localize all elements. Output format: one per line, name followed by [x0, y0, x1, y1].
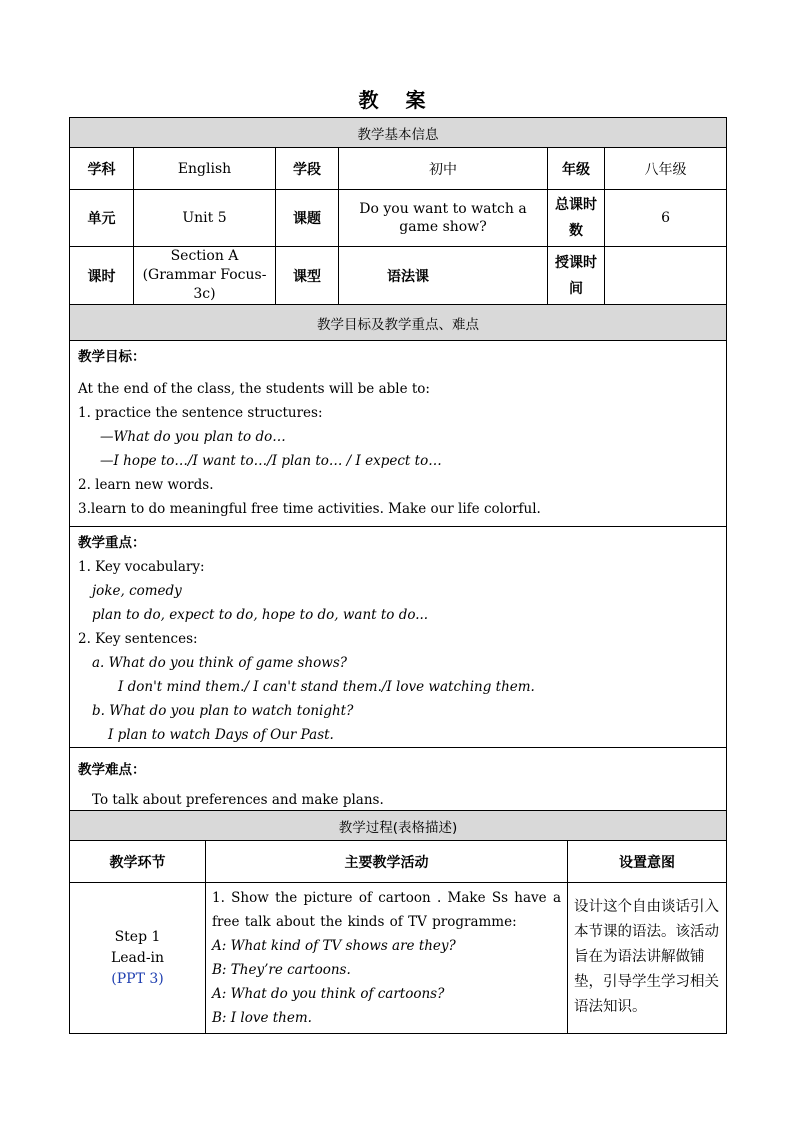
- col-step: 教学环节: [70, 841, 206, 883]
- value-total-periods: 6: [605, 190, 727, 247]
- info-row-period: [70, 247, 727, 305]
- step-cell: [70, 883, 206, 1034]
- activity-intro: 1. Show the picture of cartoon . Make Ss have a free talk about the kinds of TV programme:: [212, 890, 561, 930]
- value-unit: Unit 5: [134, 190, 276, 247]
- value-stage: 初中: [339, 148, 548, 190]
- teaching-process-table: [69, 810, 727, 1034]
- value-period: [134, 247, 276, 305]
- label-teaching-time: 授课时间: [548, 247, 605, 305]
- label-topic: 课题: [276, 190, 339, 247]
- goals-title: 教学目标：: [78, 349, 146, 365]
- period-focus: (Grammar Focus-3c): [142, 267, 267, 302]
- basic-info-header: 教学基本信息: [70, 118, 727, 148]
- step-ppt: (PPT 3): [111, 970, 164, 987]
- col-purpose: 设置意图: [568, 841, 727, 883]
- key-line: I don't mind them./ I can't stand them./I love watching them.: [118, 679, 535, 695]
- step-number: Step 1: [114, 928, 161, 945]
- dialogue-line: A: What kind of TV shows are they?: [212, 938, 456, 954]
- objectives-header: 教学目标及教学重点、难点: [70, 305, 727, 341]
- key-points-section: [70, 527, 727, 748]
- value-grade: 八年级: [605, 148, 727, 190]
- info-row-subject: [70, 148, 727, 190]
- lesson-info-table: [69, 117, 727, 815]
- key-line: a. What do you think of game shows?: [92, 655, 348, 671]
- process-header: 教学过程(表格描述): [70, 811, 727, 841]
- key-line: b. What do you plan to watch tonight?: [92, 703, 354, 719]
- label-unit: 单元: [70, 190, 134, 247]
- goal-line: —What do you plan to do…: [100, 429, 286, 445]
- col-activity: 主要教学活动: [206, 841, 568, 883]
- table-row: [70, 883, 727, 1034]
- key-line: 2. Key sentences:: [78, 631, 198, 647]
- goal-line: 3.learn to do meaningful free time activities. Make our life colorful.: [78, 501, 541, 517]
- step-name: Lead-in: [110, 949, 165, 966]
- page-title: 教 案: [358, 88, 436, 112]
- difficult-line: To talk about preferences and make plans.: [92, 792, 384, 808]
- value-teaching-time: [605, 247, 727, 305]
- value-lesson-type: 语法课: [339, 247, 548, 305]
- label-period: 课时: [70, 247, 134, 305]
- label-stage: 学段: [276, 148, 339, 190]
- value-subject: English: [134, 148, 276, 190]
- dialogue-line: B: I love them.: [212, 1010, 312, 1026]
- dialogue-line: A: What do you think of cartoons?: [212, 986, 445, 1002]
- period-section: Section A: [170, 248, 239, 264]
- key-line: I plan to watch Days of Our Past.: [108, 727, 334, 743]
- label-subject: 学科: [70, 148, 134, 190]
- teaching-goals-section: [70, 341, 727, 527]
- label-lesson-type: 课型: [276, 247, 339, 305]
- key-line: plan to do, expect to do, hope to do, want to do...: [92, 607, 429, 623]
- difficult-points-section: [70, 748, 727, 815]
- dialogue-line: B: They’re cartoons.: [212, 962, 351, 978]
- key-line: joke, comedy: [92, 583, 182, 599]
- label-grade: 年级: [548, 148, 605, 190]
- key-title: 教学重点：: [78, 535, 146, 551]
- goal-line: 2. learn new words.: [78, 477, 214, 493]
- goal-line: At the end of the class, the students will be able to:: [78, 381, 430, 397]
- goal-line: 1. practice the sentence structures:: [78, 405, 323, 421]
- difficult-title: 教学难点：: [78, 762, 146, 778]
- goal-line: —I hope to…/I want to…/I plan to… / I expect to…: [100, 453, 442, 469]
- info-row-unit: [70, 190, 727, 247]
- value-topic: Do you want to watch a game show?: [339, 190, 548, 247]
- label-total-periods: 总课时数: [548, 190, 605, 247]
- activity-cell: [206, 883, 568, 1034]
- purpose-cell: 设计这个自由谈话引入本节课的语法。该活动旨在为语法讲解做铺垫，引导学生学习相关语法知识。: [568, 883, 727, 1034]
- key-line: 1. Key vocabulary:: [78, 559, 205, 575]
